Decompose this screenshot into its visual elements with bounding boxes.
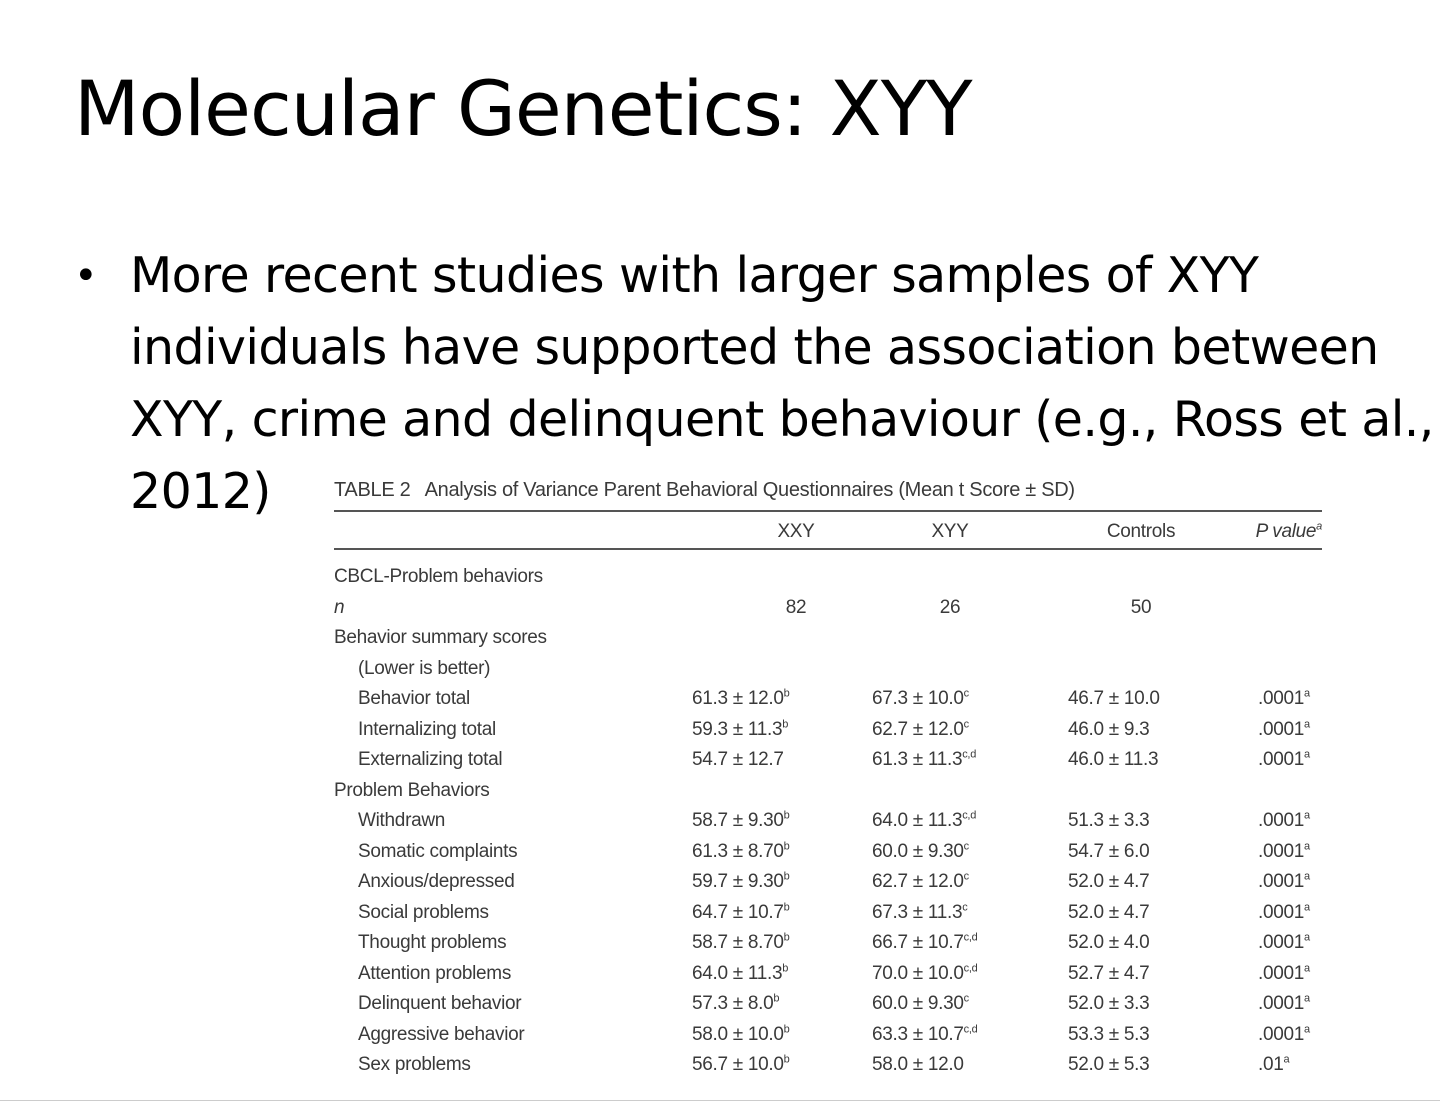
cell-xyy-value: 70.0 ± 10.0 [872,962,964,984]
row-label-value: Aggressive behavior [358,1023,525,1045]
cell-controls-value: 52.0 ± 4.0 [1068,932,1150,953]
column-header-controls: Controls [1106,521,1176,542]
cell-p-value-footnote: a [1304,992,1310,1005]
bullet-line: 2012) [130,463,271,520]
cell-xxy-footnote: b [783,870,790,883]
cell-p-value [1258,715,1310,745]
cell-xxy-value: 54.7 ± 12.7 [692,749,784,770]
row-label-value: Somatic complaints [358,840,518,862]
row-label [358,837,517,867]
cell-xyy-footnote: c [963,992,969,1005]
cell-xxy-value: 56.7 ± 10.0 [692,1054,784,1075]
cell-p-value-value: .0001 [1258,871,1305,892]
cell-controls [1068,1020,1149,1050]
cell-p-value-value: .0001 [1258,718,1305,740]
cell-xyy [872,898,967,928]
row-label [358,867,515,897]
cell-controls-value: 54.7 ± 6.0 [1068,840,1150,862]
cell-p-value-value: .0001 [1258,749,1305,770]
cell-p-value [1258,989,1310,1019]
table-row [334,989,1322,1020]
row-label-value: Withdrawn [358,810,446,831]
cell-xyy [872,928,977,958]
cell-controls [1068,837,1149,867]
table-row [334,928,1322,959]
cell-p-value [1258,1020,1310,1050]
cell-xyy-value: 58.0 ± 12.0 [872,1054,964,1075]
cell-xyy-value: 61.3 ± 11.3 [872,749,963,770]
cell-p-value [1258,959,1310,989]
cell-xxy [692,867,789,897]
cell-xyy [872,837,969,867]
row-label [358,745,502,775]
cell-xyy-footnote: c [963,687,969,700]
row-label-value: Behavior total [358,688,470,709]
cell-xxy [692,806,789,836]
table-section-row [334,562,1322,593]
bullet-dot-icon: • [74,253,97,299]
table-caption-text: Analysis of Variance Parent Behavioral Questionnaires (Mean t Score ± SD) [424,479,1075,501]
table-row [334,898,1322,929]
slide-bottom-border [0,1100,1440,1101]
cell-xxy-footnote: b [783,1053,790,1066]
row-label [358,1050,471,1080]
cell-controls-value: 46.0 ± 9.3 [1068,718,1150,740]
row-label [358,806,445,836]
cell-xxy [692,989,779,1019]
cell-xyy-footnote: c,d [963,1023,978,1036]
cell-xxy [692,928,789,958]
row-label: n [334,596,345,618]
row-label-value: Thought problems [358,932,507,953]
column-header-p-value-sup: a [1316,520,1322,533]
section-label-problem: Problem Behaviors [334,779,490,801]
cell-xyy-footnote: c [962,901,968,914]
cell-controls-value: 52.0 ± 5.3 [1068,1054,1150,1075]
cell-xyy-footnote: c,d [962,748,977,761]
cell-xxy-value: 64.7 ± 10.7 [692,901,784,923]
cell-controls [1068,898,1149,928]
bullet-line: More recent studies with larger samples of XYY [130,247,1259,304]
cell-xyy-value: 66.7 ± 10.7 [872,932,964,953]
table-caption-label: TABLE 2 [334,479,411,501]
cell-xxy [692,837,789,867]
table-row [334,806,1322,837]
cell-p-value-value: .0001 [1258,901,1305,923]
table-row [334,867,1322,898]
column-header-p-value [1214,520,1322,544]
table-row [334,684,1322,715]
cell-xyy-footnote: c,d [962,809,977,822]
cell-p-value-footnote: a [1304,748,1310,761]
cell-controls [1068,684,1160,714]
cell-xxy-value: 64.0 ± 11.3 [692,962,783,984]
table-caption [334,476,1075,504]
cell-xyy [872,989,969,1019]
cell-xyy-value: 67.3 ± 10.0 [872,688,964,709]
row-label-value: Externalizing total [358,749,503,770]
cell-xxy-value: 59.7 ± 9.30 [692,871,784,892]
cell-xxy-value: 58.0 ± 10.0 [692,1023,784,1045]
cell-xxy [692,898,789,928]
summary-note: (Lower is better) [358,657,491,679]
cell-xyy-footnote: c,d [963,931,978,944]
cell-xxy-footnote: b [782,962,789,975]
cell-controls [1068,806,1149,836]
cell-xyy-value: 62.7 ± 12.0 [872,871,964,892]
table-row [334,1020,1322,1051]
cell-n-controls: 50 [1130,596,1152,618]
cell-controls [1068,989,1149,1019]
cell-xxy-footnote: b [783,901,790,914]
cell-xxy [692,684,789,714]
cell-controls-value: 46.0 ± 11.3 [1068,749,1159,770]
table-section-row [334,623,1322,654]
cell-xyy [872,715,969,745]
cell-p-value-value: .01 [1258,1054,1284,1075]
cell-xxy [692,715,788,745]
table-top-rule [334,510,1322,512]
cell-p-value [1258,837,1310,867]
cell-p-value-footnote: a [1304,809,1310,822]
cell-controls [1068,715,1149,745]
cell-p-value-footnote: a [1304,687,1310,700]
cell-xyy-value: 60.0 ± 9.30 [872,840,964,862]
table-note-row [334,654,1322,685]
cell-xxy-footnote: b [783,809,790,822]
cell-controls [1068,1050,1149,1080]
cell-p-value-value: .0001 [1258,1023,1305,1045]
cell-xxy-footnote: b [783,1023,790,1036]
cell-p-value [1258,867,1310,897]
row-label [358,959,511,989]
cell-n-xxy: 82 [785,596,807,618]
cell-controls-value: 52.0 ± 4.7 [1068,871,1150,892]
cell-controls-value: 52.0 ± 3.3 [1068,993,1150,1014]
table-body [334,562,1322,1081]
cell-n-xyy: 26 [939,596,961,618]
cell-xyy [872,745,976,775]
cell-xyy [872,867,969,897]
slide-title: Molecular Genetics: XYY [74,64,972,153]
cell-p-value-value: .0001 [1258,840,1305,862]
table-row-n [334,593,1322,624]
cell-xyy [872,1050,964,1080]
cell-xxy-footnote: b [783,687,790,700]
section-label-summary: Behavior summary scores [334,627,547,648]
cell-p-value-value: .0001 [1258,688,1305,709]
row-label-value: Attention problems [358,962,512,984]
cell-xyy [872,1020,977,1050]
row-label-value: Anxious/depressed [358,871,515,892]
cell-xyy-footnote: c [963,840,969,853]
cell-xyy-value: 60.0 ± 9.30 [872,993,964,1014]
cell-xxy-value: 58.7 ± 8.70 [692,932,784,953]
cell-controls [1068,745,1158,775]
bullet-line: XYY, crime and delinquent behaviour (e.g., Ross et al., [130,391,1434,448]
column-header-p-value-text: P value [1255,521,1317,542]
cell-p-value-value: .0001 [1258,810,1305,831]
row-label-value: Delinquent behavior [358,993,522,1014]
cell-p-value-footnote: a [1283,1053,1290,1066]
column-header-xxy: XXY [777,521,815,542]
cell-xyy-value: 64.0 ± 11.3 [872,810,963,831]
cell-xxy [692,745,784,775]
cell-controls [1068,867,1149,897]
cell-xxy [692,959,788,989]
cell-xyy-value: 62.7 ± 12.0 [872,718,964,740]
row-label-value: Social problems [358,901,489,923]
cell-p-value [1258,928,1310,958]
cell-xyy-value: 63.3 ± 10.7 [872,1023,964,1045]
cell-xyy-footnote: c [963,870,969,883]
cell-xxy-footnote: b [783,931,790,944]
column-header-xyy: XYY [931,521,969,542]
cell-p-value-footnote: a [1304,840,1310,853]
cell-xyy [872,684,969,714]
summary-rows [334,684,1322,776]
row-label-value: Sex problems [358,1054,471,1075]
cell-controls [1068,928,1149,958]
cell-p-value-value: .0001 [1258,993,1305,1014]
cell-p-value [1258,806,1310,836]
cell-xxy [692,1050,789,1080]
cell-xxy-value: 61.3 ± 8.70 [692,840,784,862]
row-label [358,989,521,1019]
cell-p-value-footnote: a [1304,718,1310,731]
table-header-rule [334,548,1322,550]
cell-controls-value: 52.0 ± 4.7 [1068,901,1150,923]
cell-xyy-footnote: c,d [963,962,978,975]
table-row [334,837,1322,868]
cell-xxy-value: 57.3 ± 8.0 [692,993,774,1014]
cell-controls-value: 51.3 ± 3.3 [1068,810,1150,831]
bullet-line: individuals have supported the association between [130,319,1379,376]
problem-rows [334,806,1322,1081]
cell-xxy [692,1020,789,1050]
cell-xxy-footnote: b [782,718,789,731]
cell-xxy-value: 58.7 ± 9.30 [692,810,784,831]
cell-xxy-footnote: b [773,992,780,1005]
cell-xyy-value: 67.3 ± 11.3 [872,901,963,923]
cell-controls-value: 46.7 ± 10.0 [1068,688,1160,709]
table-figure [334,476,1322,1076]
cell-xxy-footnote: b [783,840,790,853]
table-row [334,1050,1322,1081]
cell-p-value-footnote: a [1304,870,1310,883]
cell-p-value-value: .0001 [1258,962,1305,984]
table-row [334,959,1322,990]
table-row [334,715,1322,746]
cell-p-value-footnote: a [1304,962,1310,975]
row-label [358,684,470,714]
table-row [334,745,1322,776]
row-label [358,1020,524,1050]
row-label [358,715,496,745]
cell-p-value [1258,684,1310,714]
cell-p-value-footnote: a [1304,931,1310,944]
cell-p-value-value: .0001 [1258,932,1305,953]
cell-p-value [1258,745,1310,775]
cell-xxy-value: 59.3 ± 11.3 [692,718,783,740]
cell-xyy-footnote: c [963,718,969,731]
cell-controls-value: 52.7 ± 4.7 [1068,962,1150,984]
cell-xyy [872,959,977,989]
row-label [358,898,489,928]
row-label-value: Internalizing total [358,718,496,740]
cell-controls [1068,959,1149,989]
cell-p-value-footnote: a [1304,901,1310,914]
cell-xyy [872,806,976,836]
cell-controls-value: 53.3 ± 5.3 [1068,1023,1150,1045]
cell-p-value-footnote: a [1304,1023,1310,1036]
cell-p-value [1258,1050,1289,1080]
table-section-row [334,776,1322,807]
section-label-cbcl: CBCL-Problem behaviors [334,566,543,587]
cell-xxy-value: 61.3 ± 12.0 [692,688,784,709]
cell-p-value [1258,898,1310,928]
row-label [358,928,506,958]
